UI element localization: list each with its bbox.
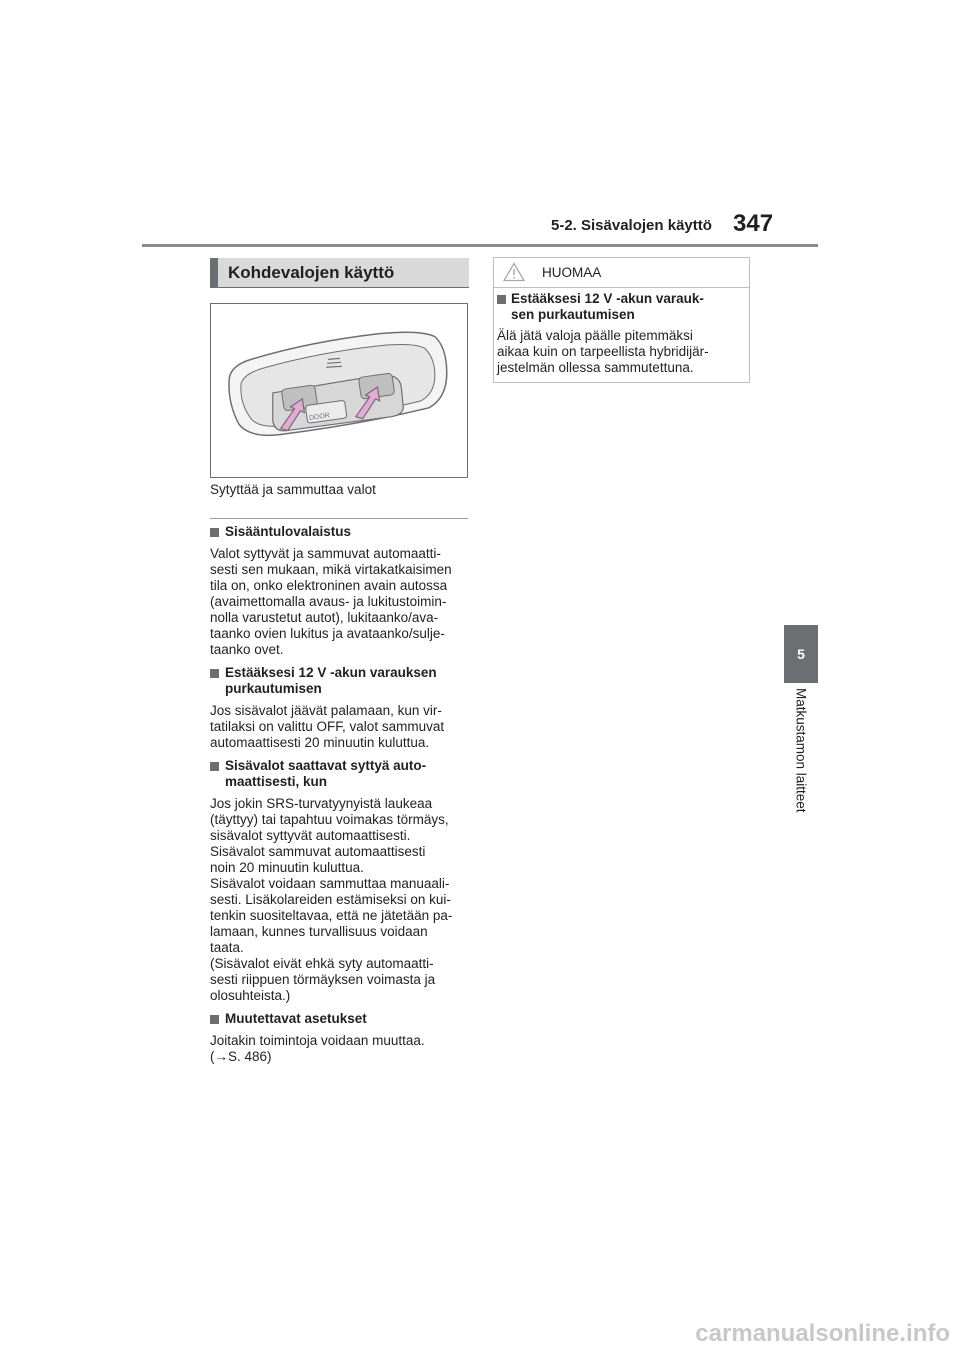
overhead-console-illustration: [210, 303, 468, 478]
header-rule: [142, 244, 818, 247]
section-heading: Kohdevalojen käyttö: [210, 258, 469, 288]
svg-text:DOOR: DOOR: [308, 412, 331, 423]
notice-title: HUOMAA: [542, 265, 602, 280]
item-heading: Muutettavat asetukset: [210, 1011, 472, 1027]
running-header-title: 5-2. Sisävalojen käyttö: [551, 217, 712, 234]
chapter-title-tab: Matkustamon laitteet: [793, 688, 809, 813]
notice-box: [493, 257, 750, 383]
item-text: Joitakin toimintoja voidaan muuttaa. (→S. 486): [210, 1033, 425, 1064]
page-number: 347: [733, 210, 774, 237]
item-heading: Sisääntulovalaistus: [210, 524, 472, 540]
figure-caption: Sytyttää ja sammuttaa valot: [210, 482, 376, 497]
notice-header: [494, 258, 749, 288]
divider: [210, 518, 468, 519]
chapter-number-tab: 5: [784, 625, 818, 683]
item-text: Valot syttyvät ja sammuvat automaatti- sesti sen mukaan, mikä virtakatkaisimen tila on, onko elektroninen avain autossa (avaimettomalla avaus- ja lukitustoimin- nolla varustetut autot), lukitaanko/ava- taanko ovien lukitus ja avataanko/sulje- taanko ovet.: [210, 546, 452, 657]
item-text: Jos jokin SRS-turvatyynyistä laukeaa (täyttyy) tai tapahtuu voimakas törmäys, sisävalot syttyvät automaattisesti. Sisävalot sammuvat automaattisesti noin 20 minuutin kuluttua. Sisävalot voidaan sammuttaa manuaali- sesti. Lisäkolareiden estämiseksi on kui- tenkin suositeltavaa, että ne jätetään pa- lamaan, kunnes turvallisuus voidaan taata. (Sisävalot eivät ehkä syty automaatti- sesti riippuen törmäyksen voimasta ja olosuhteista.): [210, 796, 453, 1003]
watermark-text: carmanualsonline.info: [695, 1320, 950, 1347]
notice-heading: Estääksesi 12 V -akun varauk- sen purkautumisen: [497, 291, 756, 323]
item-heading: Sisävalot saattavat syttyä auto- maattisesti, kun: [210, 758, 472, 790]
item-heading: Estääksesi 12 V -akun varauksen purkautumisen: [210, 665, 472, 697]
warning-triangle-icon: [503, 262, 525, 282]
notice-text: Älä jätä valoja päälle pitemmäksi aikaa kuin on tarpeellista hybridijär- jestelmän ollessa sammutettuna.: [497, 328, 709, 375]
item-text: Jos sisävalot jäävät palamaan, kun vir- tatilaksi on valittu OFF, valot sammuvat automaattisesti 20 minuutin kuluttua.: [210, 703, 445, 750]
info-items: [210, 524, 472, 1065]
